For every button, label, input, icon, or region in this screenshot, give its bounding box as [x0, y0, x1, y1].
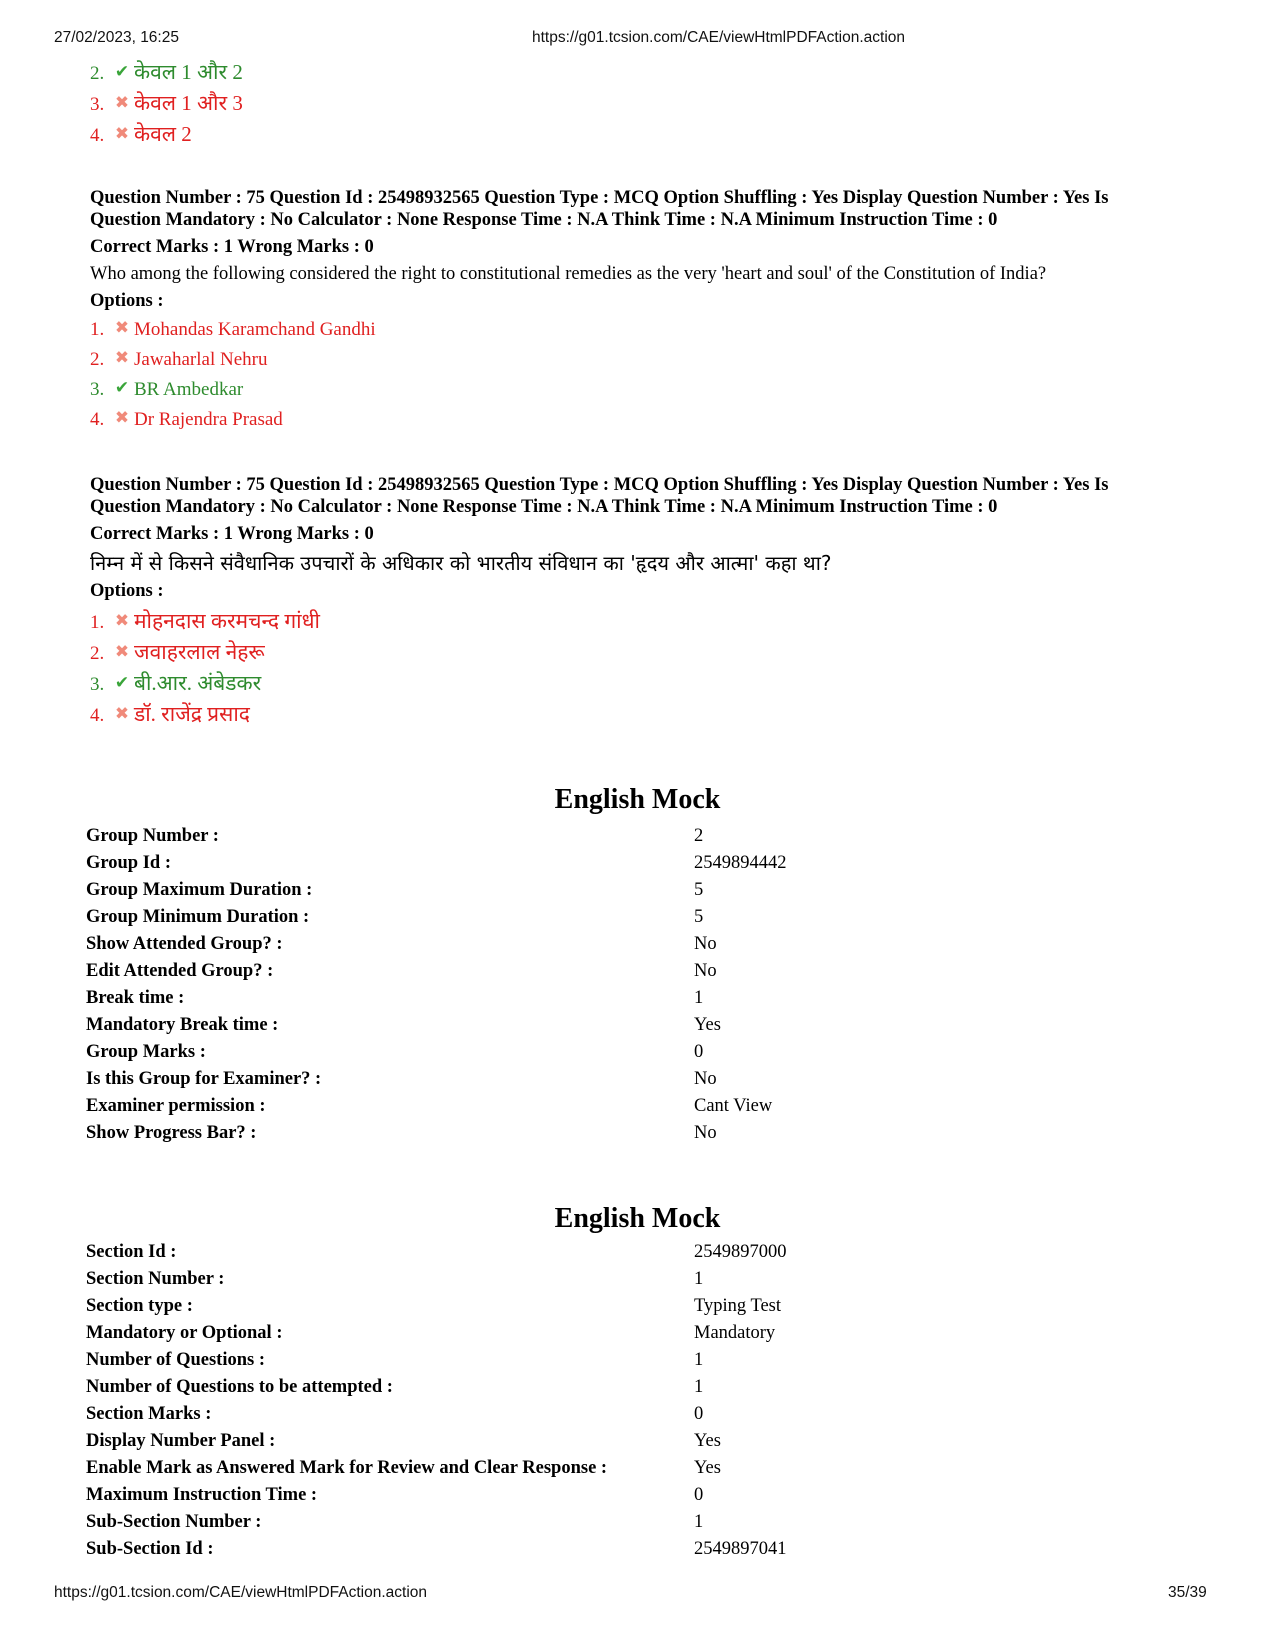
page-number: 35/39: [1168, 1584, 1207, 1601]
group-title: English Mock: [554, 784, 721, 815]
option-3: 3. ✔ BR Ambedkar: [90, 378, 244, 400]
cross-icon: ✖: [114, 124, 130, 143]
question-meta-line1-hi: Question Number : 75 Question Id : 25498932565 Question Type : MCQ Option Shuffling : Yes Display Question Number : Yes Is: [90, 475, 1109, 495]
cross-icon: ✖: [114, 408, 130, 427]
check-icon: ✔: [114, 62, 130, 81]
option-2-hi: 2. ✖ जवाहरलाल नेहरू: [90, 640, 265, 664]
cross-icon: ✖: [114, 611, 130, 630]
question-text-hi: निम्न में से किसने संवैधानिक उपचारों के अधिकार को भारतीय संविधान का 'हृदय और आत्मा' कहा था?: [90, 551, 832, 575]
option-4-hi: 4. ✖ डॉ. राजेंद्र प्रसाद: [90, 702, 250, 726]
cross-icon: ✖: [114, 642, 130, 661]
check-icon: ✔: [114, 673, 130, 692]
question-meta-line2: Question Mandatory : No Calculator : None Response Time : N.A Think Time : N.A Minimum Instruction Time : 0: [90, 210, 998, 230]
prev-option-3: 3. ✖ केवल 1 और 3: [90, 91, 243, 115]
options-label-hi: Options :: [90, 581, 164, 601]
question-meta-line1: Question Number : 75 Question Id : 25498932565 Question Type : MCQ Option Shuffling : Yes Display Question Number : Yes Is: [90, 188, 1109, 208]
question-marks-hi: Correct Marks : 1 Wrong Marks : 0: [90, 524, 374, 544]
cross-icon: ✖: [114, 348, 130, 367]
question-marks: Correct Marks : 1 Wrong Marks : 0: [90, 237, 374, 257]
option-1: 1. ✖ Mohandas Karamchand Gandhi: [90, 318, 376, 340]
option-2: 2. ✖ Jawaharlal Nehru: [90, 348, 268, 370]
prev-option-2: 2. ✔ केवल 1 और 2: [90, 60, 243, 84]
cross-icon: ✖: [114, 318, 130, 337]
cross-icon: ✖: [114, 704, 130, 723]
prev-option-4: 4. ✖ केवल 2: [90, 122, 192, 146]
check-icon: ✔: [114, 378, 130, 397]
option-3-hi: 3. ✔ बी.आर. अंबेडकर: [90, 671, 262, 695]
question-text: Who among the following considered the right to constitutional remedies as the very 'heart and soul' of the Constitution of India?: [90, 264, 1047, 284]
options-label: Options :: [90, 291, 164, 311]
option-1-hi: 1. ✖ मोहनदास करमचन्द गांधी: [90, 609, 320, 633]
section-title: English Mock: [554, 1203, 721, 1234]
print-datetime: 27/02/2023, 16:25: [54, 29, 179, 46]
footer-url: https://g01.tcsion.com/CAE/viewHtmlPDFAction.action: [54, 1584, 428, 1601]
option-4: 4. ✖ Dr Rajendra Prasad: [90, 408, 283, 430]
question-meta-line2-hi: Question Mandatory : No Calculator : None Response Time : N.A Think Time : N.A Minimum Instruction Time : 0: [90, 497, 998, 517]
cross-icon: ✖: [114, 93, 130, 112]
print-url: https://g01.tcsion.com/CAE/viewHtmlPDFAction.action: [532, 29, 906, 46]
